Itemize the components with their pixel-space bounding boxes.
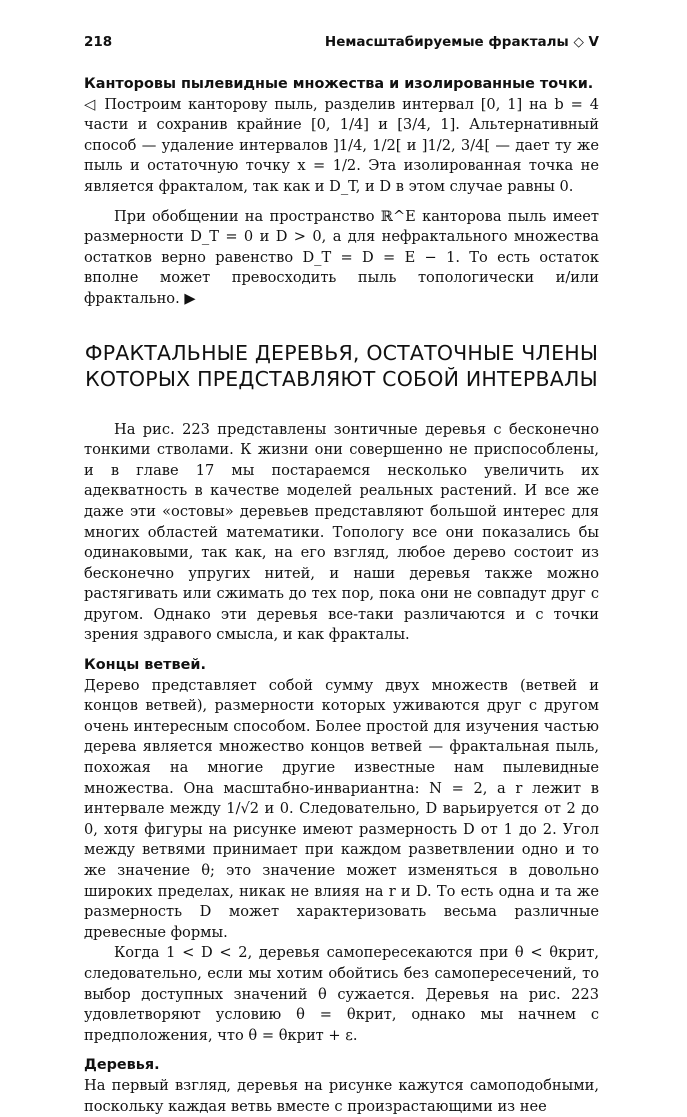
cantor-heading-paragraph <box>84 74 599 95</box>
trees-heading-paragraph <box>84 1055 599 1076</box>
chapter-title-line-1: ФРАКТАЛЬНЫЕ ДЕРЕВЬЯ, ОСТАТОЧНЫЕ ЧЛЕНЫ <box>84 340 599 365</box>
trees-heading: Деревья. <box>84 1057 160 1074</box>
branch-tips-paragraph-2: Когда 1 < D < 2, деревья самопересекаются при θ < θкрит, следовательно, если мы хотим обойтись без самопересечений, то выбор доступных значений θ сужается. Деревья на рис. 223 удовлетворяют условию θ = θкрит, однако мы начнем с предположения, что θ = θкрит + ε. <box>84 944 599 1044</box>
cantor-section-heading: Канторовы пылевидные множества и изолированные точки. <box>84 76 594 92</box>
branch-tips-paragraph-1: Дерево представляет собой сумму двух множеств (ветвей и концов ветвей), размерности которых уживаются друг с другом очень интересным способом. Более простой для изучения частью дерева является множество концов ветвей — фрактальная пыль, похожая на многие другие известные нам пылевидные множества. Она масштабно-инвариантна: N = 2, а r лежит в интервале между 1/√2 и 0. Следовательно, D варьируется от 2 до 0, хотя фигуры на рисунке имеют размерность D от 1 до 2. Угол между ветвями принимает при каждом разветвлении одно и то же значение θ; это значение может изменяться в довольно широких пределах, никак не влияя на r и D. То есть одна и та же размерность D может характеризовать весьма различные древесные формы. <box>84 676 599 941</box>
page-number: 218 <box>84 34 113 50</box>
intro-paragraph: На рис. 223 представлены зонтичные деревья с бесконечно тонкими стволами. К жизни они совершенно не приспособлены, и в главе 17 мы постараемся несколько увеличить их адекватность в качестве моделей реальных растений. И все же даже эти «остовы» деревьев представляют большой интерес для многих областей математики. Топологу все они показались бы одинаковыми, так как, на его взгляд, любое дерево состоит из бесконечно упругих нитей, и наши деревья также можно растягивать или сжимать до тех пор, пока они не совпадут друг с другом. Однако эти деревья все-таки различаются и с точки зрения здравого смысла, и как фракталы. <box>84 420 599 644</box>
page-body <box>84 74 599 1117</box>
branch-tips-heading-paragraph <box>84 655 599 676</box>
chapter-title <box>84 340 599 392</box>
chapter-title-line-2: КОТОРЫХ ПРЕДСТАВЛЯЮТ СОБОЙ ИНТЕРВАЛЫ <box>85 366 598 391</box>
branch-tips-heading: Концы ветвей. <box>84 657 206 674</box>
trees-paragraph-1: На первый взгляд, деревья на рисунке кажутся самоподобными, поскольку каждая ветвь вместе с произрастающими из нее <box>84 1076 599 1115</box>
running-title: Немасштабируемые фракталы ◇ V <box>324 34 599 50</box>
cantor-paragraph-1: ◁ Построим канторову пыль, разделив интервал [0, 1] на b = 4 части и сохранив крайние [0, 1/4] и [3/4, 1]. Альтернативный способ — удаление интервалов ]1/4, 1/2[ и ]1/2, 3/4[ — дает ту же пыль и остаточную точку x = 1/2. Эта изолированная точка не является фракталом, так как и D_T, и D в этом случае равны 0. <box>84 95 599 195</box>
cantor-paragraph-2: При обобщении на пространство ℝ^E канторова пыль имеет размерности D_T = 0 и D > 0, а для нефрактального множества остатков верно равенство D_T = D = E − 1. То есть остаток вполне может превосходить пыль топологически и/или фрактально. ▶ <box>84 207 599 307</box>
running-header <box>84 34 599 54</box>
